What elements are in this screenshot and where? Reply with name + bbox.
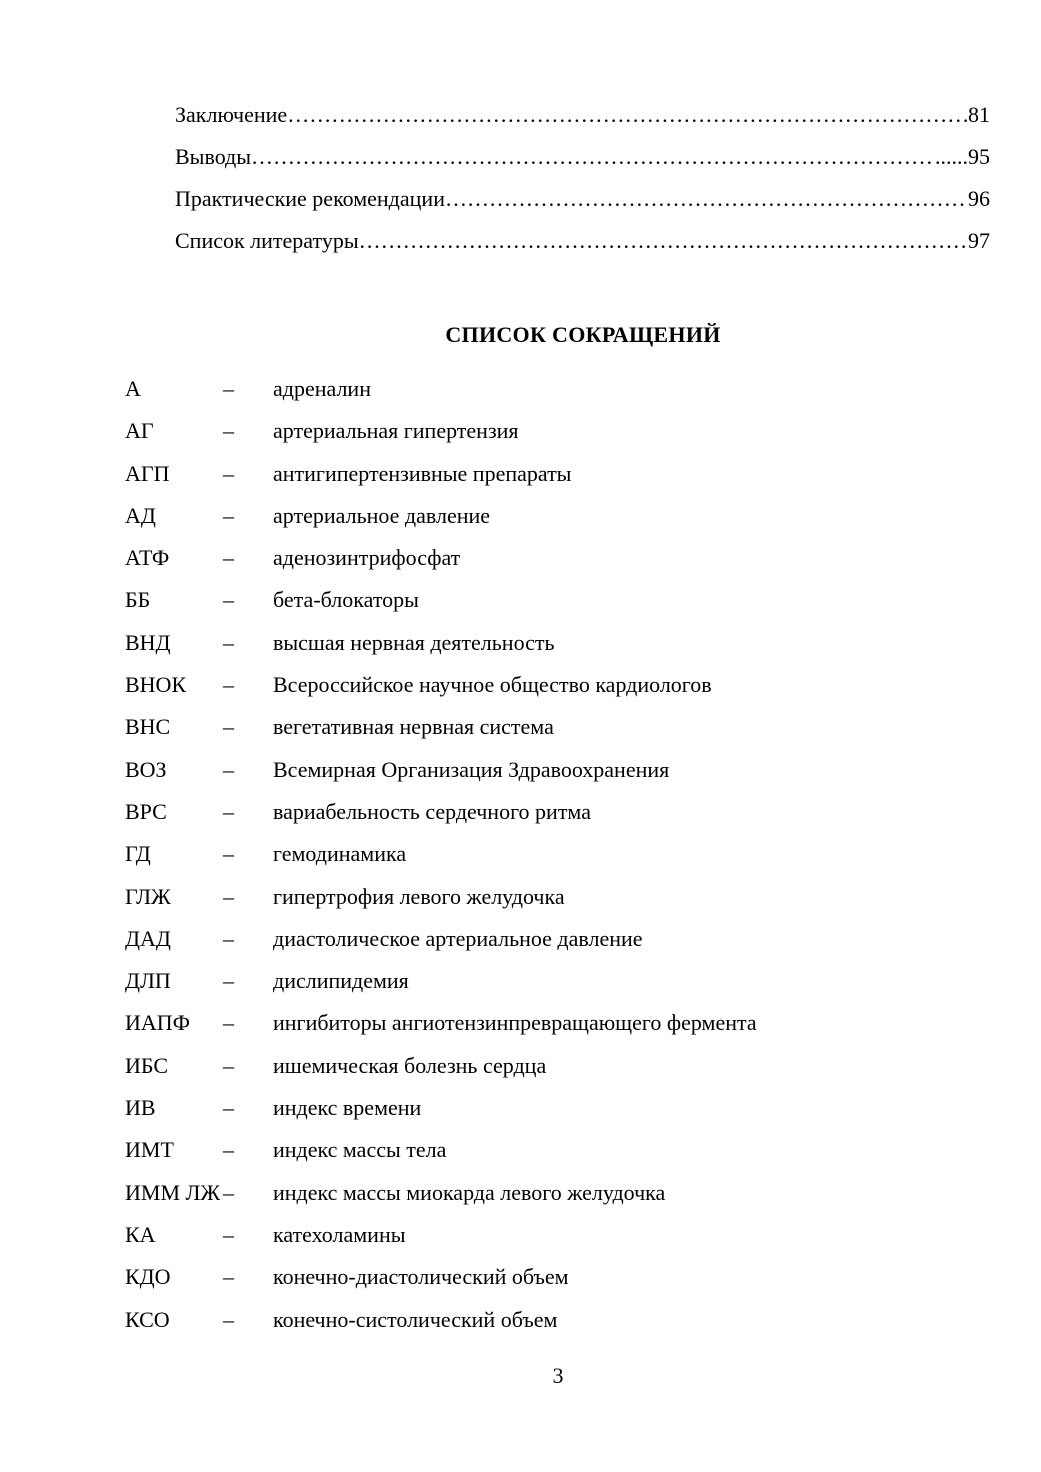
abbreviation-row [125,1134,885,1176]
abbreviation-definition: артериальная гипертензия [273,418,519,444]
abbreviation-row [125,1304,885,1346]
abbreviation-definition: ишемическая болезнь сердца [273,1052,547,1078]
abbreviation-dash: – [223,1264,234,1290]
abbreviation-term: ИБС [125,1052,169,1078]
abbreviation-definition: конечно-диастолический объем [273,1264,569,1290]
abbreviation-row [125,923,885,965]
abbreviation-definition: Всемирная Организация Здравоохранения [273,756,670,782]
toc-dot-leader [359,226,968,256]
abbreviation-row [125,458,885,500]
abbreviation-term: ГД [125,841,151,867]
abbreviation-definition: антигипертензивные препараты [273,460,572,486]
abbreviation-row [125,542,885,584]
abbreviation-row [125,838,885,880]
table-of-contents [175,100,990,268]
abbreviation-row [125,584,885,626]
abbreviation-definition: индекс массы тела [273,1137,447,1163]
abbreviation-dash: – [223,587,234,613]
abbreviation-term: АГП [125,460,170,486]
abbreviation-dash: – [223,1221,234,1247]
abbreviation-term: КДО [125,1264,171,1290]
abbreviation-dash: – [223,376,234,401]
abbreviation-term: ИАПФ [125,1010,191,1036]
abbreviation-dash: – [223,756,234,782]
abbreviation-definition: индекс времени [273,1095,422,1121]
abbreviation-row [125,965,885,1007]
abbreviation-dash: – [223,502,234,528]
abbreviation-row [125,415,885,457]
abbreviation-dash: – [223,925,234,951]
abbreviation-row [125,1261,885,1303]
abbreviation-row [125,500,885,542]
abbreviation-definition: вегетативная нервная система [273,714,554,740]
abbreviation-dash: – [223,1052,234,1078]
abbreviation-row [125,881,885,923]
abbreviation-definition: диастолическое артериальное давление [273,925,643,951]
abbreviation-term: ИМТ [125,1137,174,1163]
abbreviation-dash: – [223,460,234,486]
abbreviation-dash: – [223,968,234,994]
abbreviation-term: ИВ [125,1095,156,1121]
abbreviation-list [125,373,885,1346]
abbreviation-definition: индекс массы миокарда левого желудочка [273,1179,666,1205]
abbreviation-row [125,754,885,796]
toc-entry-title: Заключение [175,102,288,127]
abbreviation-definition: катехоламины [273,1221,406,1247]
abbreviation-definition: ингибиторы ангиотензинпревращающего фермента [273,1010,757,1036]
toc-entry-title: Список литературы [175,228,359,253]
abbreviation-row [125,1092,885,1134]
toc-entry-title: Практические рекомендации [175,186,445,211]
abbreviation-term: ВРС [125,798,167,824]
abbreviation-row [125,1050,885,1092]
abbreviation-definition: конечно-систолический объем [273,1306,558,1332]
abbreviation-dash: – [223,798,234,824]
abbreviation-definition: Всероссийское научное общество кардиологов [273,672,712,698]
abbreviation-dash: – [223,1179,234,1205]
abbreviation-dash: – [223,545,234,571]
abbreviation-term: А [125,376,141,401]
abbreviation-term: ВОЗ [125,756,167,782]
abbreviation-term: ГЛЖ [125,883,171,909]
abbreviation-dash: – [223,418,234,444]
toc-dot-leader [287,100,968,130]
abbreviation-term: АТФ [125,545,170,571]
abbreviation-term: ВНОК [125,672,187,698]
abbreviation-term: АД [125,502,156,528]
toc-dot-leader [251,142,935,172]
abbreviation-dash: – [223,1306,234,1332]
abbreviation-term: ВНД [125,629,171,655]
section-heading: СПИСОК СОКРАЩЕНИЙ [445,322,721,347]
toc-entry [175,142,990,184]
page-number: 3 [552,1363,564,1388]
abbreviation-row [125,627,885,669]
abbreviation-dash: – [223,714,234,740]
abbreviation-dash: – [223,1095,234,1121]
abbreviation-term: ББ [125,587,151,613]
abbreviation-definition: высшая нервная деятельность [273,629,555,655]
toc-entry-title: Выводы [175,144,252,169]
abbreviation-definition: бета-блокаторы [273,587,419,613]
abbreviation-term: АГ [125,418,154,444]
abbreviation-definition: дислипидемия [273,968,409,994]
toc-entry [175,100,990,142]
toc-entry-page: 96 [968,186,990,211]
abbreviation-definition: аденозинтрифосфат [273,545,461,571]
abbreviation-term: ВНС [125,714,171,740]
abbreviation-term: ДАД [125,925,171,951]
abbreviation-dash: – [223,883,234,909]
toc-entry-page: 81 [968,102,990,127]
abbreviation-dash: – [223,1010,234,1036]
abbreviation-term: КСО [125,1306,170,1332]
abbreviation-row [125,1007,885,1049]
abbreviation-definition: гипертрофия левого желудочка [273,883,565,909]
abbreviation-definition: вариабельность сердечного ритма [273,798,591,824]
abbreviation-dash: – [223,1137,234,1163]
abbreviation-row [125,373,885,415]
toc-entry [175,226,990,268]
abbreviation-row [125,711,885,753]
abbreviation-definition: гемодинамика [273,841,407,867]
toc-entry [175,184,990,226]
toc-dot-leader [445,184,968,214]
abbreviation-term: ДЛП [125,968,171,994]
toc-entry-page: ......95 [935,144,990,169]
abbreviation-definition: артериальное давление [273,502,491,528]
abbreviation-dash: – [223,672,234,698]
abbreviation-dash: – [223,629,234,655]
abbreviation-term: ИММ ЛЖ [125,1179,221,1205]
abbreviation-definition: адреналин [273,376,371,401]
abbreviation-row [125,1219,885,1261]
abbreviation-term: КА [125,1221,156,1247]
abbreviation-row [125,1177,885,1219]
abbreviation-row [125,796,885,838]
abbreviation-dash: – [223,841,234,867]
toc-entry-page: 97 [968,228,990,253]
abbreviation-row [125,669,885,711]
